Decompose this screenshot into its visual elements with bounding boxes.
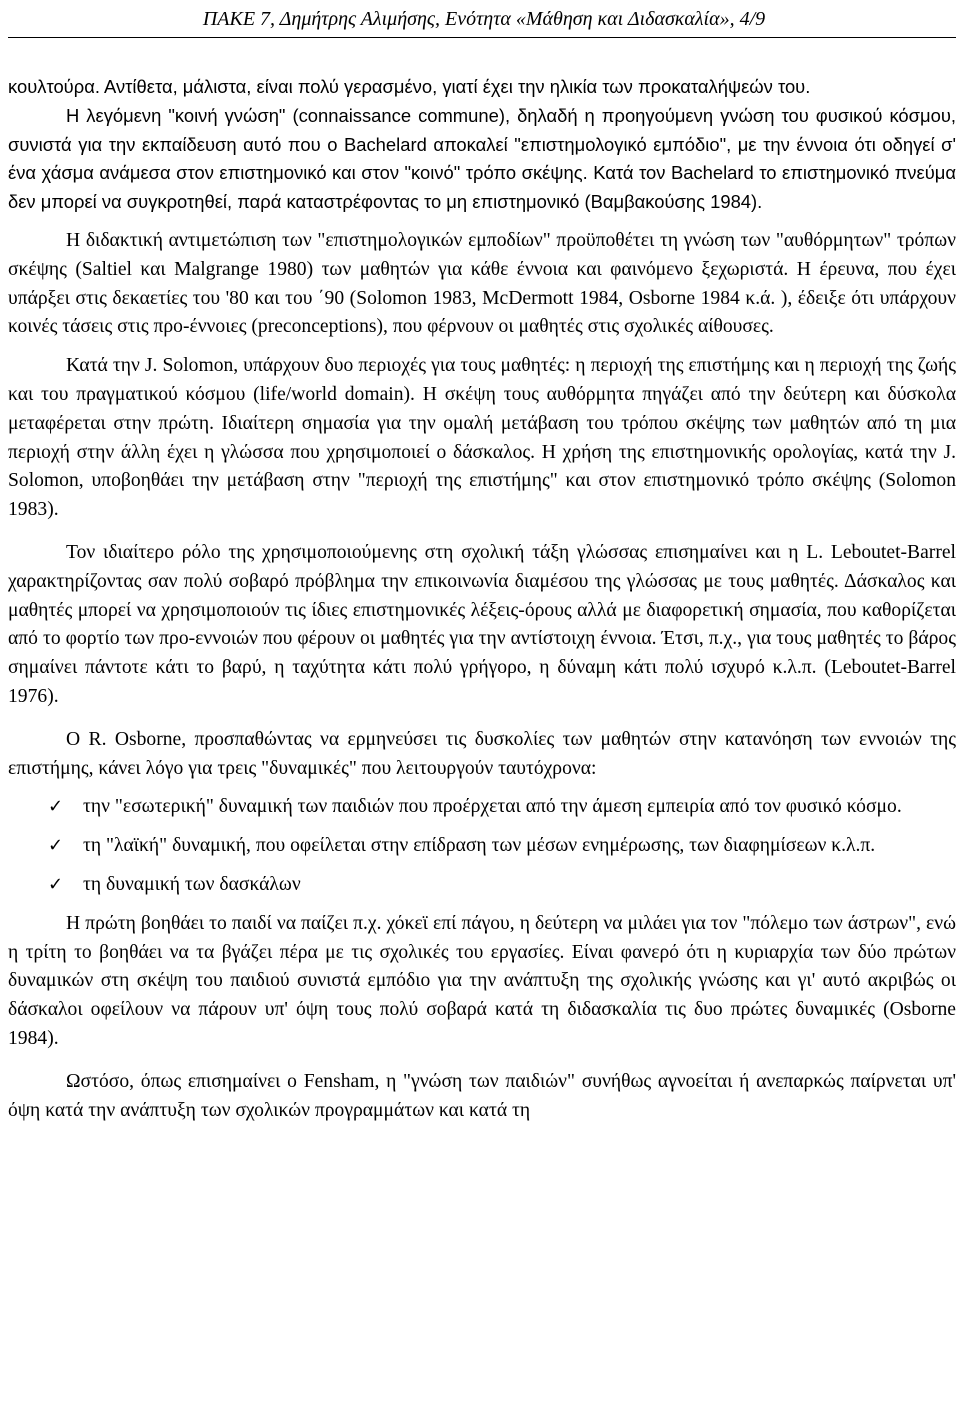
paragraph-2: Η λεγόμενη "κοινή γνώση" (connaissance commune), δηλαδή η προηγούμενη γνώση του φυσικού κόσμου, συνιστά για την εκπαίδευση αυτό που ο Bachelard αποκαλεί "επιστημολογικό εμπόδιο", με την έννοια ότι οδηγεί σ' ένα χάσμα ανάμεσα στον επιστημονικό και στον "κοινό" τρόπο σκέψης. Κατά τον Bachelard το επιστημονικό πνεύμα δεν μπορεί να συγκροτηθεί, παρά καταστρέφοντας το μη επιστημονικό (Βαμβακούσης 1984). [8, 104, 956, 213]
list-item-text: τη "λαϊκή" δυναμική, που οφείλεται στην επίδραση των μέσων ενημέρωσης, των διαφημίσεων κ.λ.π. [83, 835, 876, 857]
paragraph-1: κουλτούρα. Αντίθετα, μάλιστα, είναι πολύ γερασμένο, γιατί έχει την ηλικία των προκαταλήψεών του. [8, 76, 811, 97]
check-icon: ✓ [48, 873, 64, 895]
dynamics-list [8, 793, 956, 899]
paragraph-8: Ωστόσο, όπως επισημαίνει ο Fensham, η "γνώση των παιδιών" συνήθως αγνοείται ή ανεπαρκώς παίρνεται υπ' όψη κατά την ανάπτυξη των σχολικών προγραμμάτων και κατά τη [8, 1070, 956, 1121]
running-header: ΠΑΚΕ 7, Δημήτρης Αλιμήσης, Ενότητα «Μάθηση και Διδασκαλία», 4/9 [8, 0, 956, 38]
check-icon: ✓ [48, 796, 64, 818]
paragraph-6: Ο R. Osborne, προσπαθώντας να ερμηνεύσει τις δυσκολίες των μαθητών στην κατανόηση των εννοιών της επιστήμης, κάνει λόγο για τρεις "δυναμικές" που λειτουργούν ταυτόχρονα: [8, 728, 956, 779]
list-item [8, 871, 956, 900]
check-icon: ✓ [48, 835, 64, 857]
document-page [8, 0, 956, 1125]
list-item-text: τη δυναμική των δασκάλων [83, 873, 301, 895]
list-item-text: την "εσωτερική" δυναμική των παιδιών που προέρχεται από την άμεση εμπειρία από τον φυσικό κόσμο. [83, 796, 902, 818]
paragraph-3: Η διδακτική αντιμετώπιση των "επιστημολογικών εμποδίων" προϋποθέτει τη γνώση των "αυθόρμητων" τρόπων σκέψης (Saltiel και Malgrange 1980) των μαθητών για κάθε έννοια και φαινόμενο ξεχωριστά. Η έρευνα, που έχει υπάρξει στις δεκαετίες του '80 και του ΄90 (Solomon 1983, McDermott 1984, Osborne 1984 κ.ά. ), έδειξε ότι υπάρχουν κοινές τάσεις στις προ-έννοιες (preconceptions), που φέρνουν οι μαθητές στις σχολικές αίθουσες. [8, 229, 956, 338]
paragraph-4: Κατά την J. Solomon, υπάρχουν δυο περιοχές για τους μαθητές: η περιοχή της επιστήμης και η περιοχή της ζωής και του πραγματικού κόσμου (life/world domain). Η σκέψη τους αυθόρμητα πηγάζει από την δεύτερη και δύσκολα μεταφέρεται στην πρώτη. Ιδιαίτερη σημασία για την ομαλή μετάβαση του τρόπου σκέψης των μαθητών από τη μια περιοχή στην άλλη έχει η γλώσσα που χρησιμοποιεί ο δάσκαλος. Η χρήση της επιστημονικής ορολογίας, κατά την J. Solomon, υποβοηθάει την μετάβαση στην "περιοχή της επιστήμης" και στον επιστημονικό τρόπο σκέψης (Solomon 1983). [8, 355, 956, 521]
list-item [8, 832, 956, 861]
list-item [8, 793, 956, 822]
paragraph-7: Η πρώτη βοηθάει το παιδί να παίζει π.χ. χόκεϊ επί πάγου, η δεύτερη να μιλάει για τον "πόλεμο των άστρων", ενώ η τρίτη το βοηθάει να τα βγάζει πέρα με τις σχολικές του εργασίες. Είναι φανερό ότι η κυριαρχία των δύο πρώτων δυναμικών στη σκέψη του παιδιού συνιστά εμπόδιο για την ανάπτυξη της σχολικής γνώσης και γι' αυτό ακριβώς οι δάσκαλοι οφείλουν να πάρουν υπ' όψη τους πολύ σοβαρά κατά τη διδασκαλία τις δυο πρώτες δυναμικές (Osborne 1984). [8, 912, 956, 1049]
paragraph-5: Τον ιδιαίτερο ρόλο της χρησιμοποιούμενης στη σχολική τάξη γλώσσας επισημαίνει και η L. Leboutet-Barrel χαρακτηρίζοντας σαν πολύ σοβαρό πρόβλημα την επικοινωνία διαμέσου της γλώσσας με τους μαθητές. Δάσκαλος και μαθητές μπορεί να χρησιμοποιούν τις ίδιες επιστημονικές λέξεις-όρους αλλά με διαφορετική σημασία, που καθορίζεται από το φορτίο των προ-εννοιών που φέρουν οι μαθητές για την αντίστοιχη έννοια. Έτσι, π.χ., για τους μαθητές το βάρος σημαίνει πάντοτε κάτι το βαρύ, η ταχύτητα κάτι πολύ γρήγορο, η δύναμη κάτι πολύ ισχυρό κ.λ.π. (Leboutet-Barrel 1976). [8, 541, 956, 707]
